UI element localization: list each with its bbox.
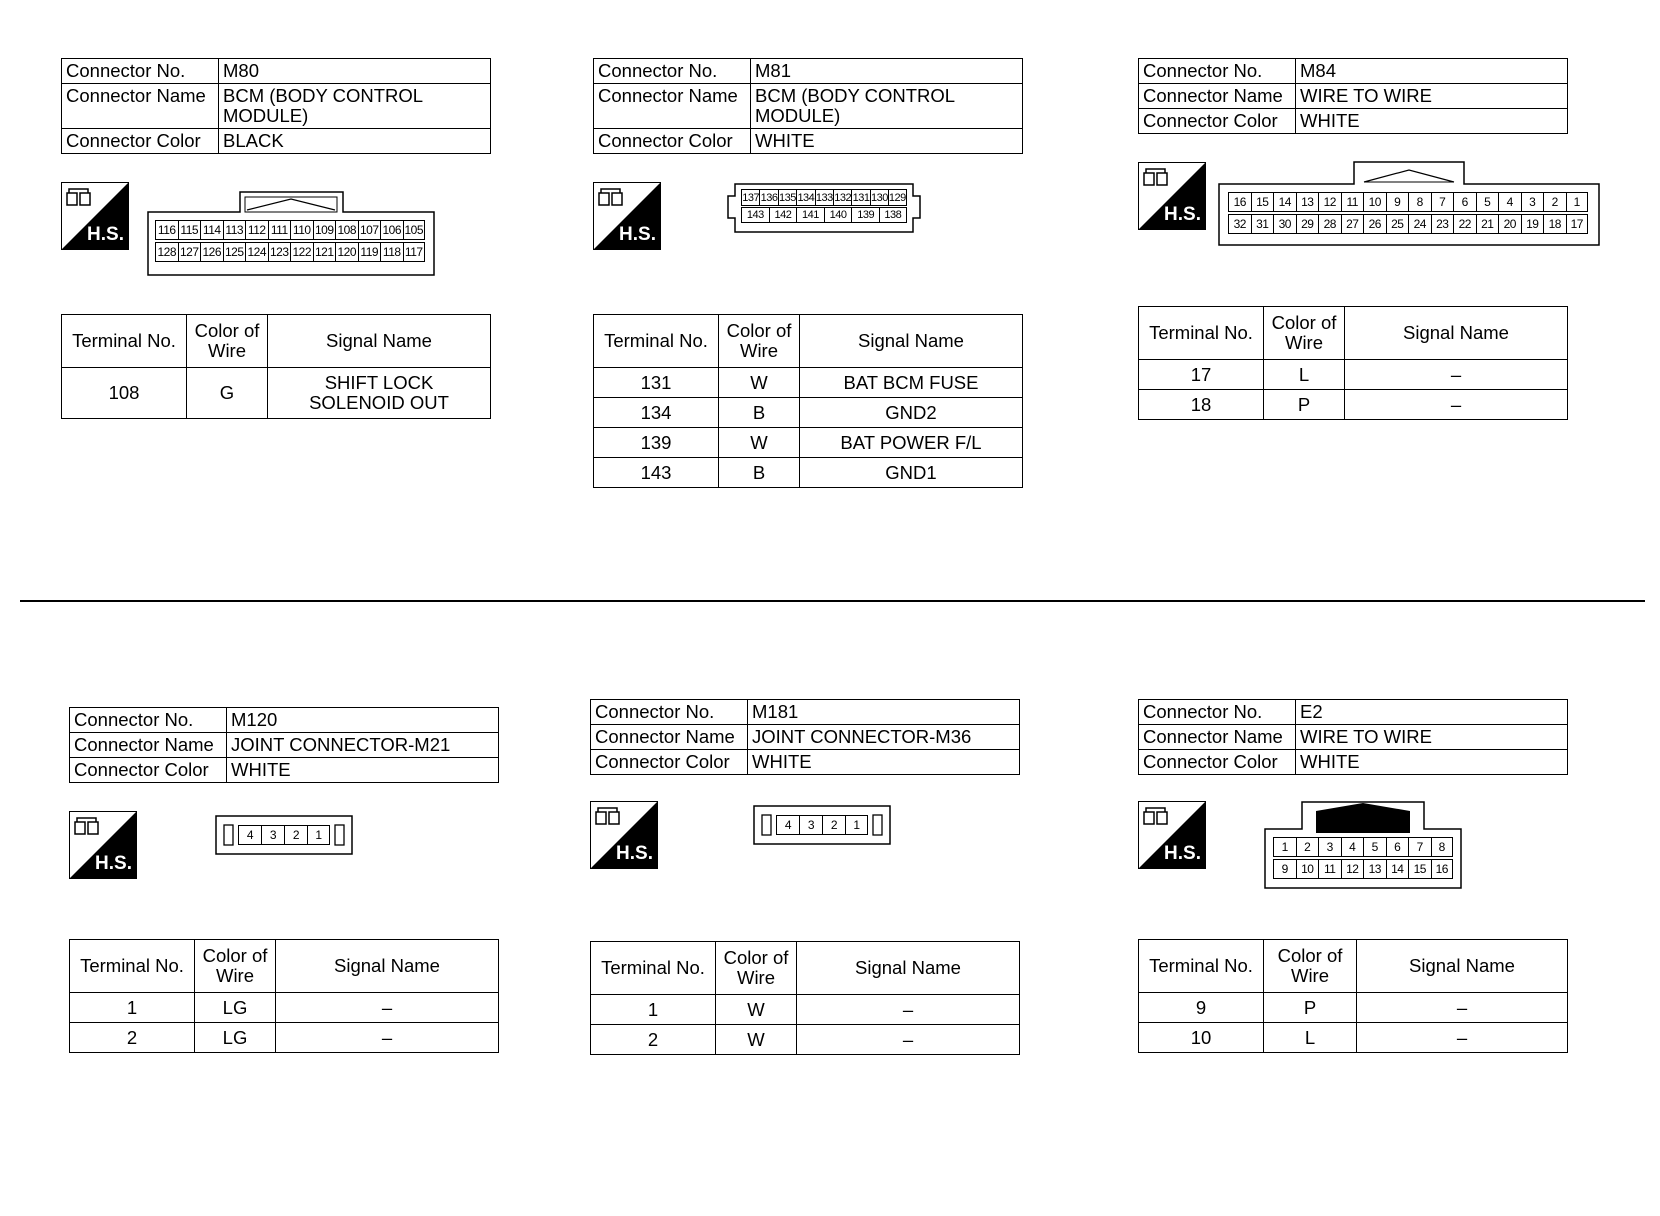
connector-block-m181	[590, 699, 1020, 1055]
terminal-cell: 10	[1139, 1023, 1264, 1053]
pin-cell: 16	[1431, 859, 1454, 879]
connector-info-table	[61, 58, 491, 154]
pin-cell: 28	[1318, 214, 1341, 234]
pin-cell: 10	[1296, 859, 1319, 879]
harness-side-icon	[590, 801, 658, 869]
pin-cell: 110	[290, 220, 313, 240]
wire-color-cell: G	[187, 368, 268, 419]
connector-diagram	[593, 154, 1023, 292]
terminal-cell: 1	[70, 993, 195, 1023]
terminal-table	[1138, 306, 1568, 420]
harness-side-icon	[69, 811, 137, 879]
connector-no-value: M84	[1296, 59, 1568, 84]
table-row	[1139, 993, 1568, 1023]
pin-cell: 7	[1408, 837, 1431, 857]
pin-cell: 23	[1431, 214, 1454, 234]
pin-row-bottom	[155, 242, 425, 262]
col-terminal-header: Terminal No.	[62, 315, 187, 368]
harness-side-icon	[61, 182, 129, 250]
hs-label: H.S.	[616, 843, 653, 864]
pin-row-bottom	[1273, 859, 1453, 879]
signal-cell: –	[797, 1025, 1020, 1055]
signal-cell: –	[1345, 360, 1568, 390]
connector-block-m81	[593, 58, 1023, 488]
pin-row-top	[776, 815, 868, 835]
connector-color-label: Connector Color	[62, 129, 219, 154]
pin-cell: 128	[155, 242, 178, 262]
connector-name-value: JOINT CONNECTOR-M21	[227, 733, 499, 758]
connector-color-label: Connector Color	[70, 758, 227, 783]
connector-plug-icon	[598, 187, 628, 209]
pin-cell: 141	[796, 207, 824, 223]
col-signal-header: Signal Name	[797, 942, 1020, 995]
connector-no-label: Connector No.	[1139, 59, 1296, 84]
pin-cell: 18	[1543, 214, 1566, 234]
pin-cell: 123	[268, 242, 291, 262]
pin-cell: 134	[796, 189, 814, 206]
terminal-cell: 1	[591, 995, 716, 1025]
terminal-table	[593, 314, 1023, 488]
pin-cell: 117	[403, 242, 426, 262]
connector-name-value: JOINT CONNECTOR-M36	[748, 725, 1020, 750]
terminal-cell: 143	[594, 458, 719, 488]
table-row	[70, 993, 499, 1023]
col-wire-color-header: Color of Wire	[1264, 307, 1345, 360]
signal-cell: GND1	[800, 458, 1023, 488]
pin-row-top	[1273, 837, 1453, 857]
col-wire-color-header: Color of Wire	[195, 940, 276, 993]
pin-cell: 1	[307, 825, 330, 845]
pin-cell: 125	[223, 242, 246, 262]
pin-cell: 25	[1386, 214, 1409, 234]
connector-name-value: WIRE TO WIRE	[1296, 725, 1568, 750]
col-terminal-header: Terminal No.	[1139, 940, 1264, 993]
hs-label: H.S.	[95, 853, 132, 874]
pin-cell: 116	[155, 220, 178, 240]
harness-side-icon	[593, 182, 661, 250]
pin-cell: 131	[851, 189, 869, 206]
pin-cell: 142	[769, 207, 797, 223]
pin-cell: 15	[1408, 859, 1431, 879]
pin-cell: 4	[238, 825, 261, 845]
pin-cell: 130	[870, 189, 888, 206]
pin-cell: 139	[851, 207, 879, 223]
connector-no-value: E2	[1296, 700, 1568, 725]
pin-cell: 5	[1476, 192, 1499, 212]
pin-cell: 16	[1228, 192, 1251, 212]
connector-no-label: Connector No.	[1139, 700, 1296, 725]
signal-cell: –	[1357, 993, 1568, 1023]
col-wire-color-header: Color of Wire	[719, 315, 800, 368]
connector-info-table	[1138, 699, 1568, 775]
wire-color-cell: L	[1264, 1023, 1357, 1053]
pin-cell: 108	[335, 220, 358, 240]
pin-cell: 9	[1273, 859, 1296, 879]
pin-cell: 2	[284, 825, 307, 845]
pin-cell: 118	[380, 242, 403, 262]
pin-cell: 129	[888, 189, 906, 206]
connector-name-label: Connector Name	[1139, 725, 1296, 750]
table-row	[1139, 1023, 1568, 1053]
signal-cell: BAT BCM FUSE	[800, 368, 1023, 398]
col-terminal-header: Terminal No.	[1139, 307, 1264, 360]
pin-row-top	[155, 220, 425, 240]
table-row	[594, 428, 1023, 458]
pin-row-top	[238, 825, 330, 845]
connector-no-value: M80	[219, 59, 491, 84]
pin-cell: 106	[380, 220, 403, 240]
col-terminal-header: Terminal No.	[591, 942, 716, 995]
connector-plug-icon	[595, 806, 625, 828]
connector-color-label: Connector Color	[1139, 750, 1296, 775]
col-wire-color-header: Color of Wire	[1264, 940, 1357, 993]
pin-row-top	[1228, 192, 1588, 212]
connector-name-value: WIRE TO WIRE	[1296, 84, 1568, 109]
pin-cell: 126	[200, 242, 223, 262]
table-row	[594, 458, 1023, 488]
pin-cell: 13	[1296, 192, 1319, 212]
pin-cell: 6	[1453, 192, 1476, 212]
terminal-cell: 139	[594, 428, 719, 458]
pin-cell: 1	[1273, 837, 1296, 857]
harness-side-icon	[1138, 801, 1206, 869]
col-signal-header: Signal Name	[276, 940, 499, 993]
pin-cell: 7	[1431, 192, 1454, 212]
connector-plug-icon	[74, 816, 104, 838]
table-row	[594, 368, 1023, 398]
pin-cell: 17	[1566, 214, 1589, 234]
signal-cell: –	[276, 1023, 499, 1053]
connector-name-label: Connector Name	[1139, 84, 1296, 109]
pin-cell: 3	[261, 825, 284, 845]
pin-cell: 113	[223, 220, 246, 240]
wire-color-cell: P	[1264, 993, 1357, 1023]
connector-no-label: Connector No.	[594, 59, 751, 84]
wire-color-cell: L	[1264, 360, 1345, 390]
connector-name-label: Connector Name	[70, 733, 227, 758]
pin-cell: 15	[1251, 192, 1274, 212]
table-row	[594, 398, 1023, 428]
terminal-table	[590, 941, 1020, 1055]
terminal-table	[61, 314, 491, 419]
pin-cell: 120	[335, 242, 358, 262]
connector-color-value: WHITE	[1296, 750, 1568, 775]
pin-cell: 14	[1386, 859, 1409, 879]
col-terminal-header: Terminal No.	[70, 940, 195, 993]
connector-plug-icon	[66, 187, 96, 209]
pin-cell: 6	[1386, 837, 1409, 857]
hs-label: H.S.	[1164, 204, 1201, 225]
pin-cell: 135	[778, 189, 796, 206]
table-row	[591, 1025, 1020, 1055]
pin-cell: 10	[1363, 192, 1386, 212]
pin-cell: 2	[822, 815, 845, 835]
pin-cell: 4	[1498, 192, 1521, 212]
connector-no-label: Connector No.	[70, 708, 227, 733]
pin-cell: 30	[1273, 214, 1296, 234]
pin-cell: 107	[358, 220, 381, 240]
pin-cell: 4	[1341, 837, 1364, 857]
col-wire-color-header: Color of Wire	[187, 315, 268, 368]
pin-cell: 24	[1408, 214, 1431, 234]
connector-block-m84	[1138, 58, 1583, 420]
pin-cell: 143	[741, 207, 769, 223]
signal-cell: –	[1345, 390, 1568, 420]
table-row	[62, 368, 491, 419]
wire-color-cell: B	[719, 458, 800, 488]
connector-no-value: M181	[748, 700, 1020, 725]
pin-cell: 119	[358, 242, 381, 262]
connector-color-value: WHITE	[748, 750, 1020, 775]
hs-label: H.S.	[1164, 843, 1201, 864]
wire-color-cell: W	[719, 368, 800, 398]
pin-cell: 29	[1296, 214, 1319, 234]
col-terminal-header: Terminal No.	[594, 315, 719, 368]
pin-cell: 1	[1566, 192, 1589, 212]
wire-color-cell: W	[719, 428, 800, 458]
pin-cell: 127	[178, 242, 201, 262]
terminal-table	[69, 939, 499, 1053]
wire-color-cell: P	[1264, 390, 1345, 420]
terminal-cell: 9	[1139, 993, 1264, 1023]
connector-color-label: Connector Color	[594, 129, 751, 154]
terminal-cell: 108	[62, 368, 187, 419]
connector-diagram	[590, 775, 1020, 941]
pin-cell: 12	[1318, 192, 1341, 212]
terminal-cell: 2	[591, 1025, 716, 1055]
table-row	[1139, 360, 1568, 390]
connector-block-m80	[61, 58, 491, 419]
connector-diagram	[1138, 134, 1583, 310]
connector-diagram	[61, 154, 491, 292]
pin-cell: 13	[1363, 859, 1386, 879]
col-signal-header: Signal Name	[1357, 940, 1568, 993]
connector-plug-icon	[1143, 806, 1173, 828]
signal-cell: –	[797, 995, 1020, 1025]
pin-cell: 14	[1273, 192, 1296, 212]
table-row	[591, 995, 1020, 1025]
col-signal-header: Signal Name	[800, 315, 1023, 368]
connector-name-value: BCM (BODY CONTROL MODULE)	[751, 84, 1023, 129]
connector-diagram	[69, 783, 499, 939]
connector-color-value: WHITE	[1296, 109, 1568, 134]
pin-cell: 9	[1386, 192, 1409, 212]
hs-label: H.S.	[619, 224, 656, 245]
pin-cell: 21	[1476, 214, 1499, 234]
connector-color-value: BLACK	[219, 129, 491, 154]
pin-cell: 11	[1318, 859, 1341, 879]
connector-no-label: Connector No.	[591, 700, 748, 725]
connector-info-table	[593, 58, 1023, 154]
wire-color-cell: LG	[195, 993, 276, 1023]
pin-cell: 26	[1363, 214, 1386, 234]
connector-plug-icon	[1143, 167, 1173, 189]
connector-name-value: BCM (BODY CONTROL MODULE)	[219, 84, 491, 129]
pin-cell: 8	[1408, 192, 1431, 212]
pin-cell: 32	[1228, 214, 1251, 234]
connector-name-label: Connector Name	[62, 84, 219, 129]
pin-cell: 133	[815, 189, 833, 206]
pin-cell: 137	[741, 189, 759, 206]
pin-cell: 112	[245, 220, 268, 240]
pin-row-bottom	[1228, 214, 1588, 234]
pin-cell: 140	[824, 207, 852, 223]
connector-color-label: Connector Color	[1139, 109, 1296, 134]
wire-color-cell: W	[716, 1025, 797, 1055]
pin-cell: 3	[1318, 837, 1341, 857]
connector-block-e2	[1138, 699, 1568, 1053]
col-wire-color-header: Color of Wire	[716, 942, 797, 995]
pin-cell: 111	[268, 220, 291, 240]
pin-cell: 2	[1296, 837, 1319, 857]
connector-name-label: Connector Name	[594, 84, 751, 129]
signal-cell: SHIFT LOCK SOLENOID OUT	[268, 368, 491, 419]
pin-cell: 20	[1498, 214, 1521, 234]
table-row	[1139, 390, 1568, 420]
pin-cell: 1	[845, 815, 868, 835]
signal-cell: –	[276, 993, 499, 1023]
col-signal-header: Signal Name	[268, 315, 491, 368]
pin-cell: 136	[759, 189, 777, 206]
connector-color-value: WHITE	[227, 758, 499, 783]
pin-cell: 4	[776, 815, 799, 835]
pin-row-bottom	[741, 207, 907, 223]
hs-label: H.S.	[87, 224, 124, 245]
pin-cell: 27	[1341, 214, 1364, 234]
connector-color-label: Connector Color	[591, 750, 748, 775]
signal-cell: –	[1357, 1023, 1568, 1053]
terminal-cell: 18	[1139, 390, 1264, 420]
connector-diagram	[1138, 775, 1568, 939]
signal-cell: GND2	[800, 398, 1023, 428]
section-divider	[20, 600, 1645, 602]
connector-info-table	[69, 707, 499, 783]
terminal-cell: 134	[594, 398, 719, 428]
pin-cell: 132	[833, 189, 851, 206]
table-row	[70, 1023, 499, 1053]
pin-cell: 11	[1341, 192, 1364, 212]
pin-cell: 105	[403, 220, 426, 240]
terminal-table	[1138, 939, 1568, 1053]
connector-color-value: WHITE	[751, 129, 1023, 154]
pin-cell: 122	[290, 242, 313, 262]
col-signal-header: Signal Name	[1345, 307, 1568, 360]
wire-color-cell: W	[716, 995, 797, 1025]
pin-cell: 3	[1521, 192, 1544, 212]
pin-cell: 3	[799, 815, 822, 835]
connector-no-value: M120	[227, 708, 499, 733]
pin-cell: 109	[313, 220, 336, 240]
pin-cell: 12	[1341, 859, 1364, 879]
connector-block-m120	[69, 707, 499, 1053]
pin-cell: 8	[1431, 837, 1454, 857]
wire-color-cell: B	[719, 398, 800, 428]
pin-cell: 22	[1453, 214, 1476, 234]
connector-info-table	[590, 699, 1020, 775]
pin-cell: 138	[879, 207, 907, 223]
pin-cell: 115	[178, 220, 201, 240]
connector-info-table	[1138, 58, 1568, 134]
connector-no-label: Connector No.	[62, 59, 219, 84]
pin-cell: 121	[313, 242, 336, 262]
pin-cell: 19	[1521, 214, 1544, 234]
wire-color-cell: LG	[195, 1023, 276, 1053]
terminal-cell: 17	[1139, 360, 1264, 390]
pin-cell: 31	[1251, 214, 1274, 234]
pin-cell: 2	[1543, 192, 1566, 212]
signal-cell: BAT POWER F/L	[800, 428, 1023, 458]
pin-cell: 124	[245, 242, 268, 262]
terminal-cell: 2	[70, 1023, 195, 1053]
pin-row-top	[741, 189, 907, 206]
connector-no-value: M81	[751, 59, 1023, 84]
harness-side-icon	[1138, 162, 1206, 230]
pin-cell: 5	[1363, 837, 1386, 857]
pin-cell: 114	[200, 220, 223, 240]
terminal-cell: 131	[594, 368, 719, 398]
connector-name-label: Connector Name	[591, 725, 748, 750]
